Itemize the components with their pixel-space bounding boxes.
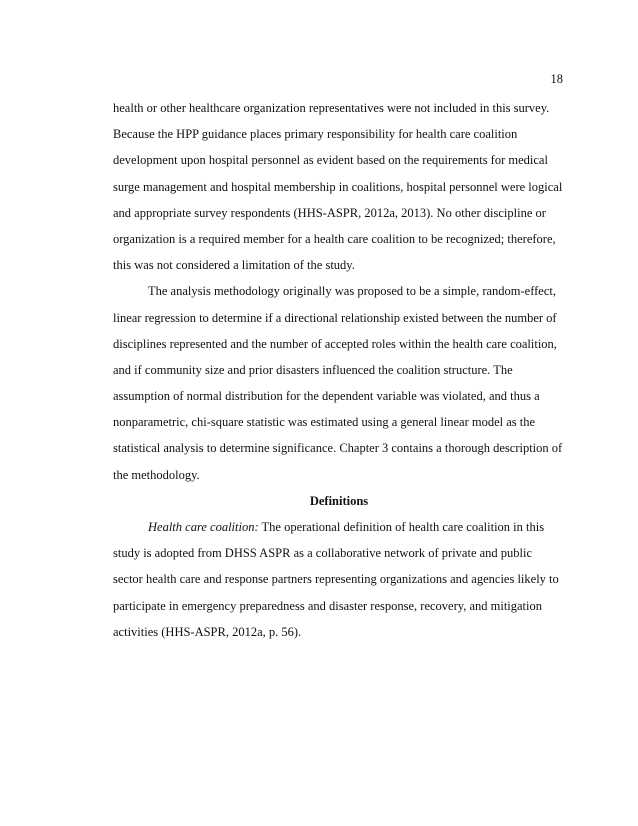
paragraph-1-line-7: this was not considered a limitation of the study.: [113, 258, 355, 273]
paragraph-2-line-4: and if community size and prior disasters influenced the coalition structure. The: [113, 362, 513, 377]
paragraph-2-line-5: assumption of normal distribution for the dependent variable was violated, and thus a: [113, 389, 540, 404]
definition-term: Health care coalition:: [148, 520, 259, 534]
definition-first-line-text: The operational definition of health care coalition in this: [261, 520, 545, 534]
paragraph-1-line-6: organization is a required member for a health care coalition to be recognized; therefore,: [113, 231, 556, 246]
definition-1-line-4: participate in emergency preparedness and disaster response, recovery, and mitigation: [113, 598, 543, 613]
definition-1-line-3: sector health care and response partners representing organizations and agencies likely to: [113, 572, 559, 587]
paragraph-1-line-1: health or other healthcare organization representatives were not included in this survey.: [113, 101, 550, 115]
definitions-heading: Definitions: [309, 493, 369, 508]
paragraph-2-line-3: disciplines represented and the number of accepted roles within the health care coalition,: [113, 336, 557, 351]
paragraph-1-line-5: and appropriate survey respondents (HHS-ASPR, 2012a, 2013). No other discipline or: [113, 205, 546, 220]
paragraph-2-line-8: the methodology.: [113, 467, 200, 482]
paragraph-1-line-2: Because the HPP guidance places primary responsibility for health care coalition: [113, 127, 518, 142]
document-body: [113, 95, 565, 645]
paragraph-1-line-4: surge management and hospital membership in coalitions, hospital personnel were logical: [113, 179, 563, 194]
definition-1-line-2: study is adopted from DHSS ASPR as a collaborative network of private and public: [113, 546, 533, 561]
page-number: 18: [550, 72, 563, 86]
paragraph-1-line-3: development upon hospital personnel as evident based on the requirements for medical: [113, 153, 548, 168]
definition-1-line-1: [113, 514, 565, 540]
paragraph-2-line-7: statistical analysis to determine significance. Chapter 3 contains a thorough description of: [113, 441, 563, 456]
paragraph-2-line-1: The analysis methodology originally was proposed to be a simple, random-effect,: [148, 284, 557, 299]
definition-1-line-5: activities (HHS-ASPR, 2012a, p. 56).: [113, 624, 302, 639]
paragraph-2-line-2: linear regression to determine if a directional relationship existed between the number of: [113, 310, 557, 325]
paragraph-2-line-6: nonparametric, chi-square statistic was estimated using a general linear model as the: [113, 415, 536, 430]
